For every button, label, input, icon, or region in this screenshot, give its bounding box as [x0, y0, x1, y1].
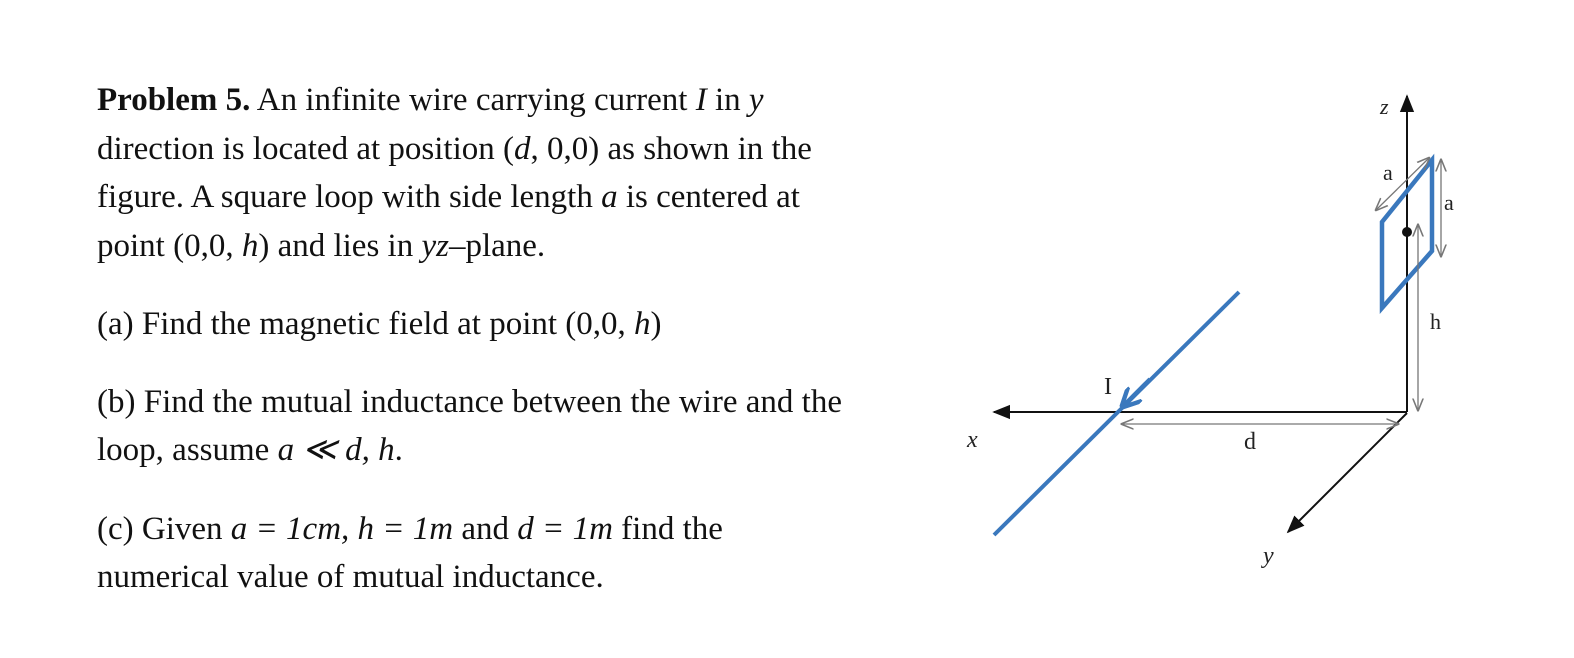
problem-label: Problem 5. — [97, 82, 251, 118]
x-axis-label: x — [967, 427, 978, 453]
part-b-condition: a ≪ d, h — [277, 432, 395, 468]
part-a-h: h — [634, 306, 651, 342]
a-side-label: a — [1444, 190, 1454, 215]
a-top-label: a — [1383, 160, 1393, 185]
plane-symbol: yz — [421, 227, 449, 264]
a-symbol: a — [601, 179, 618, 215]
line-2-end: , 0,0) as shown in the — [530, 130, 812, 167]
d-label: d — [1244, 429, 1256, 455]
line-3: figure. A square loop with side length — [97, 179, 602, 215]
part-a-text: (a) Find the magnetic field at point (0,0, — [97, 306, 635, 342]
part-b-line-1: (b) Find the mutual inductance between the wire and the — [97, 383, 842, 420]
part-b-end: . — [394, 432, 403, 468]
current-label: I — [1104, 374, 1112, 400]
wire-line — [994, 292, 1239, 535]
h-label: h — [1430, 309, 1441, 334]
h-symbol: h — [241, 227, 259, 264]
line-2: direction is located at position ( — [97, 130, 514, 167]
y-axis — [1288, 413, 1407, 532]
part-c-line-2: numerical value of mutual inductance. — [97, 559, 604, 595]
line-4: point (0,0, — [97, 227, 242, 264]
line-4-end: –plane. — [448, 227, 546, 264]
part-c-values-2: d = 1m — [517, 510, 613, 547]
loop-center-point — [1402, 227, 1412, 237]
part-c-and: and — [453, 510, 518, 547]
part-a-end: ) — [650, 306, 662, 342]
part-c-line-1: (c) Given — [97, 510, 231, 547]
wire-current-arrow — [1124, 379, 1150, 405]
z-axis-label: z — [1380, 94, 1389, 119]
d-symbol: d — [513, 130, 531, 167]
intro-text: An infinite wire carrying current — [250, 82, 696, 118]
current-symbol: I — [695, 82, 707, 118]
line-3-end: is centered at — [617, 179, 800, 215]
line-4-mid: ) and lies in — [258, 227, 422, 264]
intro-text-2: in — [706, 82, 749, 118]
part-c-line-1-end: find the — [612, 510, 723, 547]
y-axis-label: y — [1263, 543, 1274, 569]
part-b-line-2: loop, assume — [97, 432, 278, 468]
part-c-values-1: a = 1cm, h = 1m — [230, 510, 454, 547]
y-symbol: y — [748, 82, 764, 118]
